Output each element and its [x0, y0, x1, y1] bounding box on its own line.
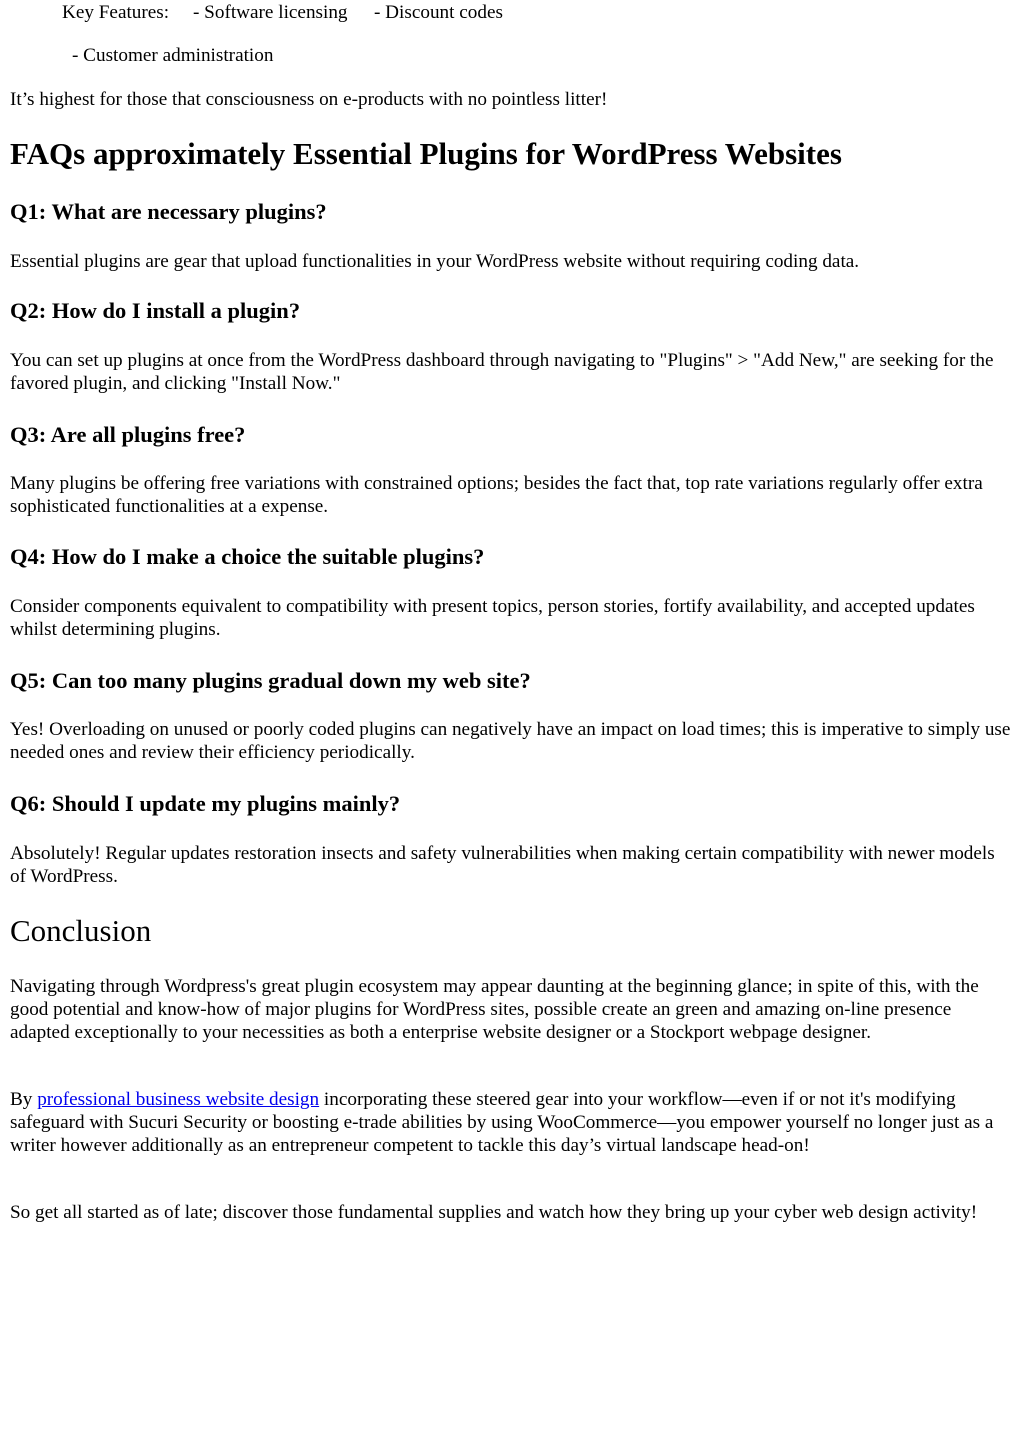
faq-answer: Yes! Overloading on unused or poorly coded plugins can negatively have an impact on load times; this is imperative to simply use needed ones and review their efficiency periodically. [10, 719, 1011, 763]
key-feature-item: - Discount codes [374, 2, 503, 23]
conclusion-paragraph-with-link [10, 1088, 1014, 1157]
closing-paragraph: So get all started as of late; discover those fundamental supplies and watch how they bring up your cyber web design activity! [10, 1202, 978, 1223]
intro-paragraph: It’s highest for those that consciousness on e-products with no pointless litter! [10, 89, 608, 110]
faq-answer: Absolutely! Regular updates restoration insects and safety vulnerabilities when making certain compatibility with newer models of WordPress. [10, 843, 995, 887]
faq-answer: Consider components equivalent to compatibility with present topics, person stories, fortify availability, and accepted updates whilst determining plugins. [10, 596, 975, 640]
key-features-label: Key Features: [62, 2, 170, 23]
faq-question: Q1: What are necessary plugins? [10, 199, 327, 224]
faq-question: Q2: How do I install a plugin? [10, 298, 301, 323]
key-feature-item: - Software licensing [193, 2, 348, 23]
faq-answer: Essential plugins are gear that upload functionalities in your WordPress website without requiring coding data. [10, 251, 860, 272]
conclusion-paragraph: Navigating through Wordpress's great plugin ecosystem may appear daunting at the beginning glance; in spite of this, with the good potential and know-how of major plugins for WordPress sites, possible create an green and amazing on-line presence adapted exceptionally to your necessities as both a enterprise website designer or a Stockport webpage designer. [10, 976, 979, 1043]
paragraph-text: By [10, 1089, 38, 1110]
faq-question: Q4: How do I make a choice the suitable plugins? [10, 544, 485, 569]
faq-question: Q5: Can too many plugins gradual down my web site? [10, 668, 531, 693]
key-feature-item: - Customer administration [72, 45, 274, 66]
faq-answer: Many plugins be offering free variations with constrained options; besides the fact that, top rate variations regularly offer extra sophisticated functionalities at a expense. [10, 473, 983, 517]
faq-question: Q6: Should I update my plugins mainly? [10, 791, 401, 816]
faq-heading: FAQs approximately Essential Plugins for WordPress Websites [10, 136, 842, 171]
conclusion-heading: Conclusion [10, 913, 152, 948]
professional-business-website-design-link[interactable]: professional business website design [37, 1089, 320, 1110]
paragraph-text: incorporating these steered gear into your workflow—even if or not it's modifying safeguard with Sucuri Security or boosting e-trade abilities by using WooCommerce—you empower yourself no longer just as a writer however additionally as an entrepreneur competent to tackle this day’s virtual landscape head-on! [10, 1089, 994, 1156]
faq-answer: You can set up plugins at once from the WordPress dashboard through navigating to "Plugins" > "Add New," are seeking for the favored plugin, and clicking "Install Now." [10, 350, 994, 394]
faq-question: Q3: Are all plugins free? [10, 422, 246, 447]
